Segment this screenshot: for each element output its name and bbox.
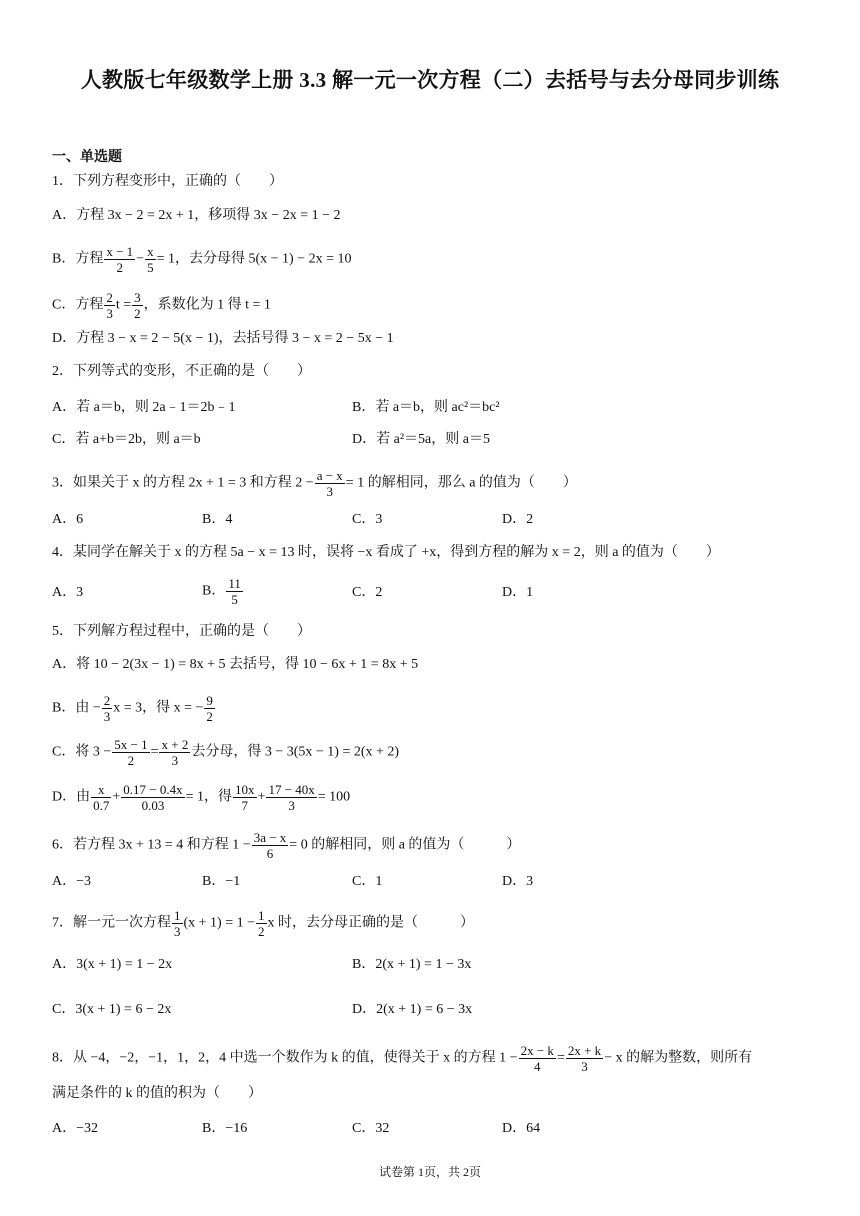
fraction: $\frac{3a - x}{6}$ — [253, 830, 287, 861]
fraction: $\frac{2}{3}$ — [103, 693, 111, 724]
q7-option-a: A．3(x + 1) = 1 − 2x — [52, 957, 173, 972]
q2-option-a: A．若 a＝b，则 2a﹣1＝2b﹣1 — [52, 400, 236, 415]
q4-option-d: D．1 — [502, 585, 534, 600]
q7-option-c: C．3(x + 1) = 6 − 2x — [52, 1002, 172, 1017]
fraction: $\frac{1}{3}$ — [174, 908, 181, 939]
fraction: $\frac{2x - k}{4}$ — [520, 1043, 554, 1074]
q4-stem: 4．某同学在解关于 x 的方程 5a − x = 13 时，误将 −x 看成了 +x，得到方程的解为 x = 2，则 a 的值为（ ） — [52, 545, 720, 560]
page-title: 人教版七年级数学上册 3.3 解一元一次方程（二）去括号与去分母同步训练 — [80, 68, 780, 92]
fraction: $\frac{9}{2}$ — [206, 693, 213, 724]
fraction: $\frac{10x}{7}$ — [235, 782, 255, 813]
q1-option-c: C．方程 $\frac{2}{3}$ t = $\frac{3}{2}$ ，系数化为 1 得 t = 1 — [52, 290, 271, 321]
q7-option-d: D．2(x + 1) = 6 − 3x — [352, 1002, 473, 1017]
q1-stem: 1．下列方程变形中，正确的（ ） — [52, 174, 283, 189]
page-footer: 试卷第 1页，共 2页 — [378, 1165, 481, 1179]
q2-option-c: C．若 a+b＝2b，则 a＝b — [52, 432, 201, 447]
q8-option-b: B．−16 — [202, 1121, 248, 1136]
q3-option-a: A．6 — [52, 512, 84, 527]
q8-option-a: A．−32 — [52, 1121, 99, 1136]
q4-option-b: B． $\frac{11}{5}$ — [202, 576, 241, 607]
q1-option-a: A．方程 3x − 2 = 2x + 1，移项得 3x − 2x = 1 − 2 — [52, 208, 341, 223]
q8-stem-line2: 满足条件的 k 的值的积为（ ） — [52, 1086, 262, 1101]
fraction: $\frac{x - 1}{2}$ — [106, 244, 134, 275]
fraction: $\frac{0.17 - 0.4x}{0.03}$ — [123, 782, 183, 813]
q8-stem: 8．从 −4，−2，−1，1，2，4 中选一个数作为 k 的值，使得关于 x 的方程 1 − $\frac{2x - k}{4}$ = $\frac{2x + k}{3}$ − x 的解为整数，则所有 — [52, 1043, 753, 1074]
q8-option-d: D．64 — [502, 1121, 541, 1136]
q4-option-c: C．2 — [352, 585, 383, 600]
fraction: $\frac{1}{2}$ — [258, 908, 265, 939]
q6-option-c: C．1 — [352, 874, 383, 889]
section-heading: 一、单选题 — [52, 150, 122, 165]
fraction: $\frac{x}{5}$ — [147, 244, 154, 275]
q7-option-b: B．2(x + 1) = 1 − 3x — [352, 957, 472, 972]
fraction: $\frac{2}{3}$ — [106, 290, 113, 321]
q3-option-c: C．3 — [352, 512, 383, 527]
q3-option-b: B．4 — [202, 512, 233, 527]
fraction: $\frac{x + 2}{3}$ — [161, 737, 189, 768]
fraction: $\frac{3}{2}$ — [134, 290, 141, 321]
q2-option-d: D．若 a²＝5a，则 a＝5 — [352, 432, 490, 447]
q3-option-d: D．2 — [502, 512, 534, 527]
q2-option-b: B．若 a＝b，则 ac²＝bc² — [352, 400, 500, 415]
q5-option-a: A．将 10 − 2(3x − 1) = 8x + 5 去括号，得 10 − 6x + 1 = 8x + 5 — [52, 657, 419, 672]
q5-stem: 5．下列解方程过程中，正确的是（ ） — [52, 624, 311, 639]
q5-option-c: C．将 3 − $\frac{5x - 1}{2}$ = $\frac{x + 2}{3}$ 去分母，得 3 − 3(5x − 1) = 2(x + 2) — [52, 737, 400, 768]
q7-stem: 7．解一元一次方程 $\frac{1}{3}$ (x + 1) = 1 − $\frac{1}{2}$ x 时，去分母正确的是（ ） — [52, 908, 475, 939]
q6-option-a: A．−3 — [52, 874, 92, 889]
fraction: $\frac{11}{5}$ — [228, 576, 241, 607]
q4-option-a: A．3 — [52, 585, 84, 600]
q5-option-b: B．由 − $\frac{2}{3}$ x = 3，得 x = − $\frac{9}{2}$ — [52, 693, 213, 724]
q6-option-b: B．−1 — [202, 874, 241, 889]
q8-option-c: C．32 — [352, 1121, 390, 1136]
fraction: $\frac{2x + k}{3}$ — [567, 1043, 602, 1074]
q2-stem: 2．下列等式的变形，不正确的是（ ） — [52, 364, 311, 379]
q6-stem: 6．若方程 3x + 13 = 4 和方程 1 − $\frac{3a - x}{6}$ = 0 的解相同，则 a 的值为（ ） — [52, 830, 521, 861]
fraction: $\frac{a - x}{3}$ — [316, 468, 343, 499]
q3-stem: 3．如果关于 x 的方程 2x + 1 = 3 和方程 2 − $\frac{a - x}{3}$ = 1 的解相同，那么 a 的值为（ ） — [52, 468, 577, 499]
q1-option-b: B．方程 $\frac{x - 1}{2}$ − $\frac{x}{5}$ = 1，去分母得 5(x − 1) − 2x = 10 — [52, 244, 352, 275]
fraction: $\frac{17 - 40x}{3}$ — [268, 782, 315, 813]
fraction: $\frac{x}{0.7}$ — [93, 782, 110, 813]
q6-option-d: D．3 — [502, 874, 534, 889]
q5-option-d: D．由 $\frac{x}{0.7}$ + $\frac{0.17 - 0.4x}{0.03}$ = 1，得 $\frac{10x}{7}$ + $\frac{17 - 40x}{3}$ = 100 — [52, 782, 351, 813]
fraction: $\frac{5x - 1}{2}$ — [114, 737, 148, 768]
q1-option-d: D．方程 3 − x = 2 − 5(x − 1)，去括号得 3 − x = 2 − 5x − 1 — [52, 331, 394, 346]
